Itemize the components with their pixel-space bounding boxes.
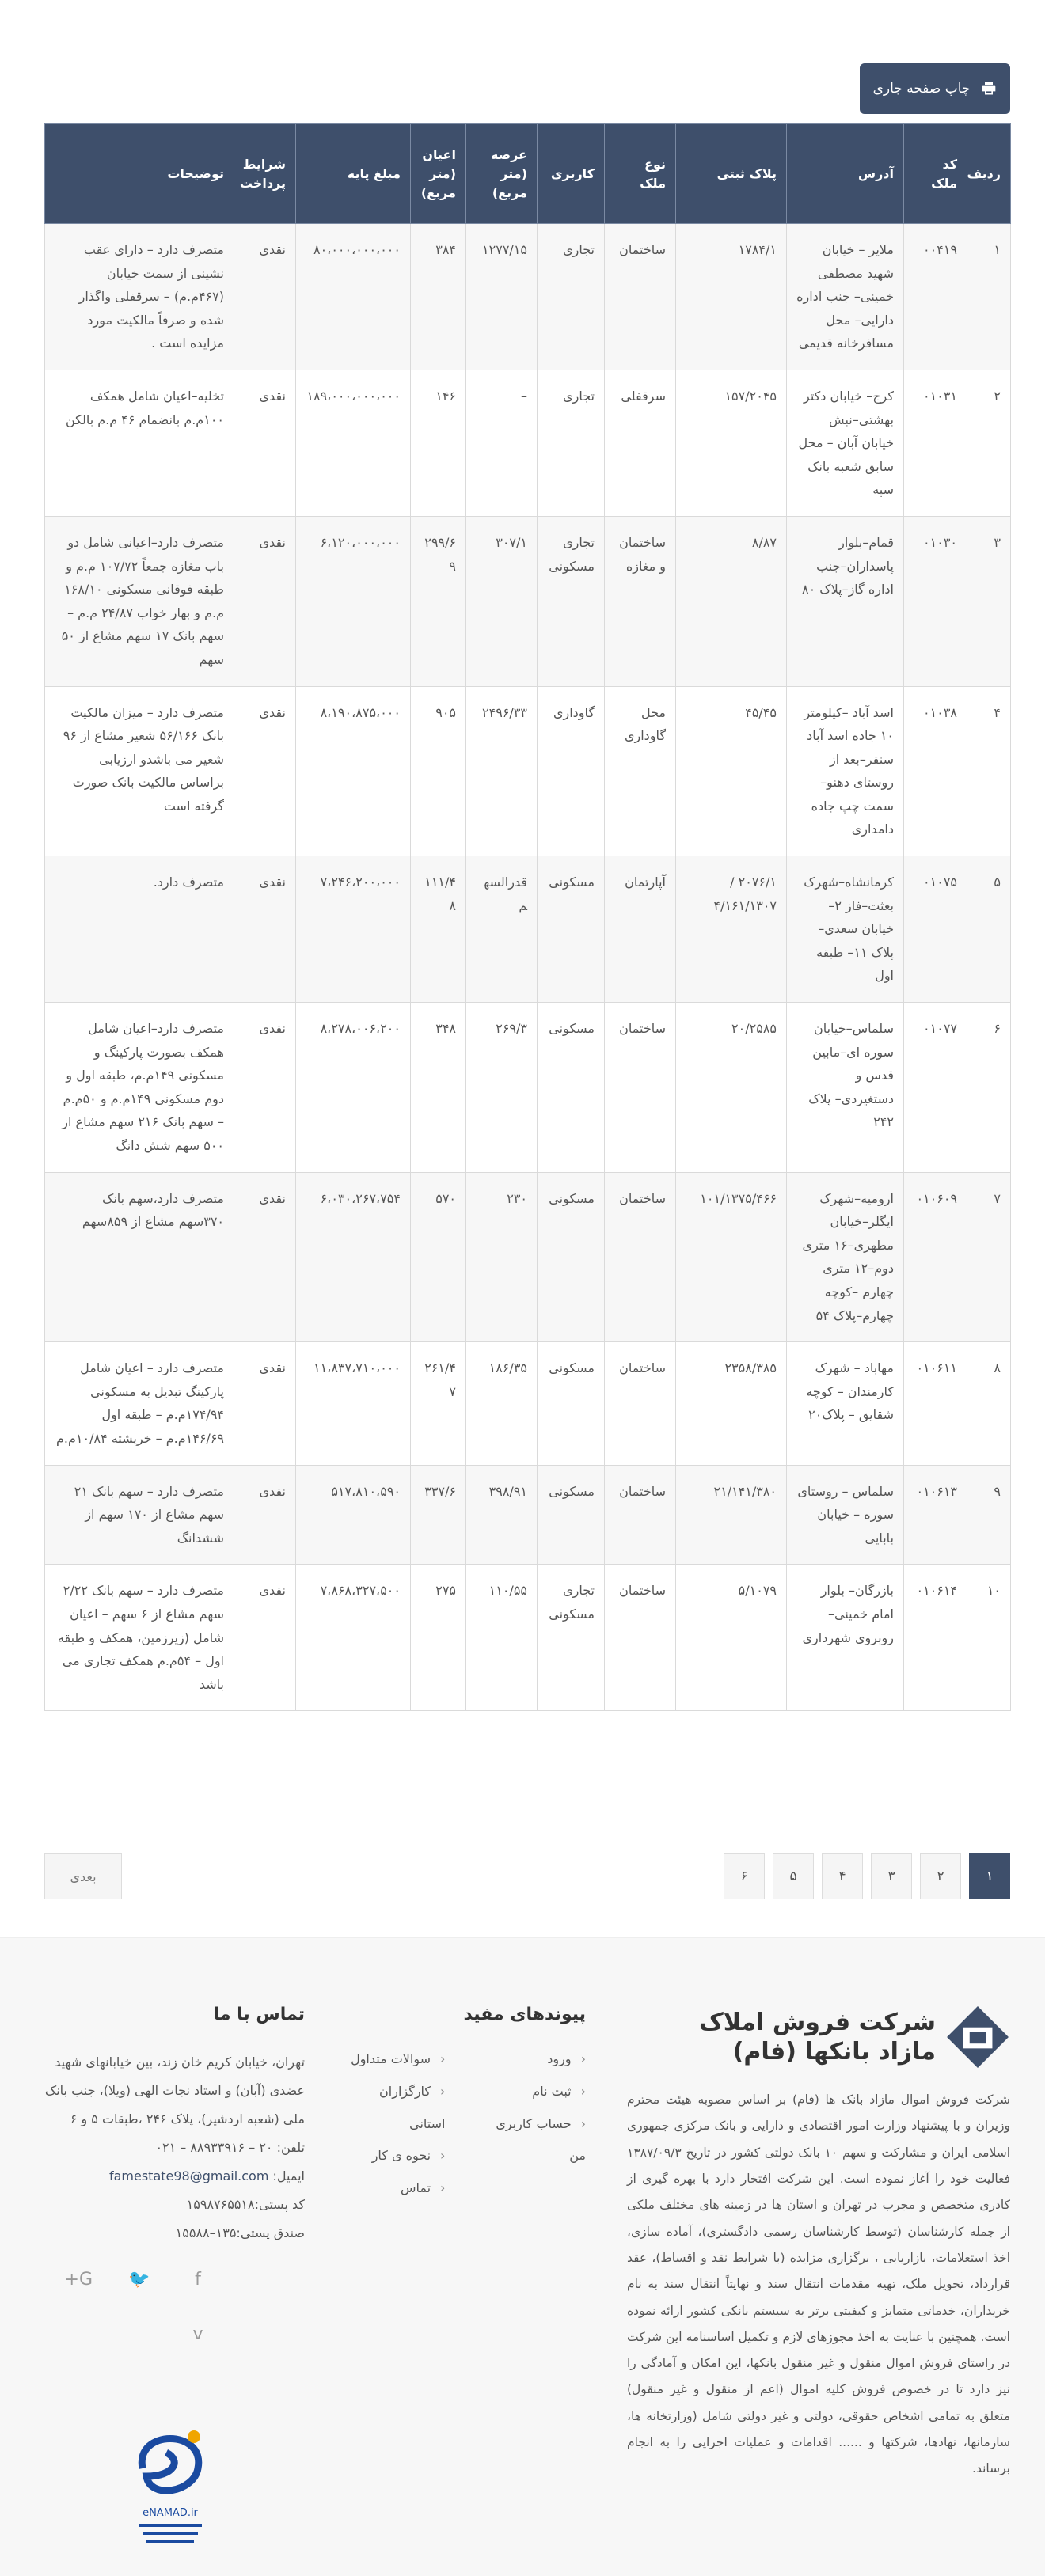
properties-table	[44, 123, 1011, 1711]
cell-desc: متصرف دارد – سهم بانک ۲۱ سهم مشاع از ۱۷۰ سهم از ششدانگ	[45, 1465, 234, 1565]
company-name-line2: مازاد بانکها (فام)	[732, 2038, 936, 2066]
col-code: کد ملک	[904, 124, 967, 224]
cell-desc: متصرف دارد،سهم بانک ۳۷۰سهم مشاع از ۸۵۹سهم	[45, 1172, 234, 1342]
cell-row: ۱	[967, 224, 1011, 370]
cell-plate: ۴۵/۴۵	[676, 686, 787, 856]
cell-land: ۳۹۸/۹۱	[466, 1465, 538, 1565]
cell-desc: متصرف دارد – دارای عقب نشینی از سمت خیابان (۴۶۷م.م) – سرقفلی واگذار شده و صرفاً مالکیت مورد مزایده است .	[45, 224, 234, 370]
cell-land: ۱۸۶/۳۵	[466, 1342, 538, 1465]
social-links	[64, 2270, 305, 2344]
toolbar	[44, 63, 1010, 114]
cell-price: ۶،۰۳۰،۲۶۷،۷۵۴	[296, 1172, 411, 1342]
cell-usage: مسکونی	[538, 1003, 605, 1173]
cell-price: ۸۰،۰۰۰،۰۰۰،۰۰۰	[296, 224, 411, 370]
link-my-account[interactable]: ‹ حساب کاربری من	[484, 2108, 586, 2173]
cell-building: ۲۹۹/۶۹	[411, 516, 466, 686]
table-row	[45, 516, 1011, 686]
footer	[0, 1937, 1045, 2576]
cell-payment: نقدی	[234, 686, 296, 856]
cell-plate: ۲۰/۲۵۸۵	[676, 1003, 787, 1173]
cell-address: اسد آباد –کیلومتر ۱۰ جاده اسد آباد سنقر–بعد از روستای دهنو– سمت چپ جاده دامداری	[787, 686, 904, 856]
contact-title: تماس با ما	[213, 2005, 305, 2024]
cell-price: ۶،۱۲۰،۰۰۰،۰۰۰	[296, 516, 411, 686]
cell-land: ۲۴۹۶/۳۳	[466, 686, 538, 856]
cell-desc: متصرف دارد–اعیان شامل همکف بصورت پارکینگ و مسکونی ۱۴۹م.م، طبقه اول و دوم مسکونی ۱۴۹م.م و ۵۰م.م – سهم بانک ۲۱۶ سهم مشاع از ۵۰۰ سهم شش دانگ	[45, 1003, 234, 1173]
footer-contact	[36, 2005, 305, 2344]
footer-links	[348, 2005, 586, 2205]
cell-address: سلماس – روستای سوره – خیابان بابایی	[787, 1465, 904, 1565]
cell-payment: نقدی	[234, 1342, 296, 1465]
cell-type: آپارتمان	[605, 856, 676, 1003]
enamad-badge[interactable]	[119, 2413, 222, 2551]
cell-building: ۱۴۶	[411, 370, 466, 516]
contact-email-label: ایمیل:	[272, 2168, 305, 2183]
cell-payment: نقدی	[234, 856, 296, 1003]
table-row	[45, 370, 1011, 516]
cell-type: ساختمان	[605, 1172, 676, 1342]
cell-row: ۳	[967, 516, 1011, 686]
cell-payment: نقدی	[234, 370, 296, 516]
cell-building: ۵۷۰	[411, 1172, 466, 1342]
cell-type: ساختمان و مغازه	[605, 516, 676, 686]
contact-phone: تلفن: ۲۰ – ۸۸۹۳۳۹۱۶ – ۰۲۱	[155, 2140, 305, 2155]
cell-address: کرج– خیابان دکتر بهشتی–نبش خیابان آبان – محل سابق شعبه بانک سپه	[787, 370, 904, 516]
cell-building: ۳۳۷/۶	[411, 1465, 466, 1565]
cell-usage: تجاری	[538, 224, 605, 370]
cell-type: ساختمان	[605, 1565, 676, 1711]
cell-address: ملایر – خیابان شهید مصطفی خمینی– جنب اداره دارایی– محل مسافرخانه قدیمی	[787, 224, 904, 370]
cell-payment: نقدی	[234, 1172, 296, 1342]
cell-row: ۱۰	[967, 1565, 1011, 1711]
cell-usage: تجاری مسکونی	[538, 516, 605, 686]
cell-code: ۰۱۰۶۱۴	[904, 1565, 967, 1711]
cell-building: ۲۷۵	[411, 1565, 466, 1711]
cell-row: ۸	[967, 1342, 1011, 1465]
contact-address: تهران، خیابان کریم خان زند، بین خیابانهای شهید عضدی (آبان) و استاد نجات الهی (ویلا)، جنب بانک ملی (شعبه اردشیر)، پلاک ۲۴۶ ،طبقات ۵ و ۶	[44, 2054, 305, 2126]
cell-usage: مسکونی	[538, 1342, 605, 1465]
cell-desc: متصرف دارد – سهم بانک ۲/۲۲ سهم مشاع از ۶ سهم – اعیان شامل (زیرزمین، همکف و طبقه اول – ۵۴م.م همکف تجاری می باشد	[45, 1565, 234, 1711]
page-6-button[interactable]: ۶	[724, 1853, 765, 1899]
cell-code: ۰۱۰۳۰	[904, 516, 967, 686]
cell-land: ۲۶۹/۳	[466, 1003, 538, 1173]
cell-row: ۲	[967, 370, 1011, 516]
cell-address: قمام–بلوار پاسداران–جنب اداره گاز–پلاک ۸۰	[787, 516, 904, 686]
cell-price: ۷،۸۶۸،۳۲۷،۵۰۰	[296, 1565, 411, 1711]
printer-icon	[981, 81, 997, 97]
link-how-it-works[interactable]: ‹ نحوه ی کار	[348, 2140, 445, 2172]
cell-type: محل گاوداری	[605, 686, 676, 856]
col-desc: توضیحات	[45, 124, 234, 224]
cell-address: ارومیه–شهرک ایگلر–خیابان مطهری–۱۶ متری دوم–۱۲ متری چهارم –کوچه چهارم–پلاک ۵۴	[787, 1172, 904, 1342]
cell-plate: ۱۵۷/۲۰۴۵	[676, 370, 787, 516]
cell-building: ۹۰۵	[411, 686, 466, 856]
cell-land: ۱۱۰/۵۵	[466, 1565, 538, 1711]
cell-row: ۷	[967, 1172, 1011, 1342]
cell-row: ۵	[967, 856, 1011, 1003]
contact-email-row	[36, 2162, 305, 2191]
cell-usage: مسکونی	[538, 856, 605, 1003]
table-row	[45, 1565, 1011, 1711]
cell-usage: تجاری	[538, 370, 605, 516]
table-header-row	[45, 124, 1011, 224]
cell-land: ۱۲۷۷/۱۵	[466, 224, 538, 370]
cell-plate: ۲۰۷۶/۱ /۴/۱۶۱/۱۳۰۷	[676, 856, 787, 1003]
cell-payment: نقدی	[234, 224, 296, 370]
table-row	[45, 856, 1011, 1003]
cell-land: ۲۳۰	[466, 1172, 538, 1342]
cell-land: قدرالسهم	[466, 856, 538, 1003]
about-text: شرکت فروش اموال مازاد بانک ها (فام) بر اساس مصوبه هیئت محترم وزیران و با پیشنهاد وزارت امور اقتصادی و دارایی و بانک مرکزی جمهوری اسلامی ایران و مشارکت و سهم ۱۰ بانک دولتی کشور در تاریخ ۱۳۸۷/۰۹/۳ فعالیت خود را آغاز نموده است. این شرکت افتخار دارد با بهره گیری از کادری متخصص و مجرب در تهران و استان ها در زمینه های مختلف ملکی از جمله کارشناسان (توسط کارشناسان رسمی دادگستری)، آماده سازی، اخذ استعلامات، بازاریابی ، برگزاری مزایده (با شرایط نقد و اقساط)، عقد قرارداد، تحویل ملک، تهیه مقدمات انتقال سند و نهایتاً انتقال سند به نام خریداران، خدماتی متمایز و کیفیتی برتر به سیستم بانکی کشور ارائه نموده است. همچنین با عنایت به اخذ مجوزهای لازم و تکمیل اساسنامه این شرکت در راستای فروش اموال منقول و غیر منقول بانکها، این امکان و آمادگی را نیز دارد تا در خصوص فروش کلیه اموال (اعم از منقول و غیر منقول) متعلق به تمامی اشخاص حقوقی، دولتی و غیر دولتی شامل (وزارتخانه ها، سازمانها، نهادها، شرکتها و ...... اقدامات و عملیات اجرایی را به انجام برساند.	[627, 2092, 1011, 2476]
print-page-label: چاپ صفحه جاری	[872, 81, 971, 97]
cell-code: ۰۱۰۷۵	[904, 856, 967, 1003]
cell-row: ۴	[967, 686, 1011, 856]
contact-postal: کد پستی:۱۵۹۸۷۶۵۵۱۸	[186, 2197, 305, 2212]
print-page-button[interactable]	[860, 63, 1010, 114]
cell-address: کرمانشاه–شهرک بعثت–فاز ۲–خیابان سعدی– پلاک ۱۱– طبقه اول	[787, 856, 904, 1003]
google-plus-icon[interactable]: G+	[64, 2270, 93, 2290]
cell-price: ۸،۲۷۸،۰۰۶،۲۰۰	[296, 1003, 411, 1173]
cell-type: ساختمان	[605, 224, 676, 370]
cell-price: ۱۱،۸۳۷،۷۱۰،۰۰۰	[296, 1342, 411, 1465]
enamad-label: eNAMAD.ir	[142, 2507, 198, 2519]
link-contact[interactable]: ‹ تماس	[348, 2172, 445, 2205]
page-3-button[interactable]: ۳	[871, 1853, 912, 1899]
cell-plate: ۱۷۸۴/۱	[676, 224, 787, 370]
cell-usage: مسکونی	[538, 1172, 605, 1342]
table-row	[45, 1003, 1011, 1173]
cell-building: ۱۱۱/۴۸	[411, 856, 466, 1003]
cell-building: ۳۸۴	[411, 224, 466, 370]
fam-logo-icon	[945, 2005, 1010, 2070]
cell-payment: نقدی	[234, 1565, 296, 1711]
facebook-icon[interactable]: f	[195, 2270, 201, 2290]
col-payment: شرایط پرداخت	[234, 124, 296, 224]
cell-plate: ۱۰۱/۱۳۷۵/۴۶۶	[676, 1172, 787, 1342]
table-row	[45, 1342, 1011, 1465]
twitter-icon[interactable]: 🐦	[128, 2270, 150, 2290]
cell-usage: مسکونی	[538, 1465, 605, 1565]
link-register[interactable]: ‹ ثبت نام	[484, 2076, 586, 2108]
col-building: اعیان (متر مربع)	[411, 124, 466, 224]
links-title: پیوندهای مفید	[463, 2005, 586, 2024]
cell-code: ۰۱۰۶۱۳	[904, 1465, 967, 1565]
cell-code: ۰۱۰۷۷	[904, 1003, 967, 1173]
cell-code: ۰۱۰۳۱	[904, 370, 967, 516]
page-4-button[interactable]: ۴	[822, 1853, 863, 1899]
cell-desc: متصرف دارد.	[45, 856, 234, 1003]
cell-usage: گاوداری	[538, 686, 605, 856]
pagination	[44, 1853, 1010, 1899]
page-2-button[interactable]: ۲	[920, 1853, 961, 1899]
table-row	[45, 1172, 1011, 1342]
table-row	[45, 686, 1011, 856]
company-logo	[627, 2005, 1010, 2070]
col-price: مبلغ پایه	[296, 124, 411, 224]
cell-desc: تخلیه–اعیان شامل همکف ۱۰۰م.م بانضمام ۴۶ م.م بالکن	[45, 370, 234, 516]
link-login[interactable]: ‹ ورود	[484, 2043, 586, 2076]
col-plate: پلاک ثبتی	[676, 124, 787, 224]
cell-address: سلماس–خیابان سوره ای–مابین قدس و دستغیردی– پلاک ۲۴۲	[787, 1003, 904, 1173]
contact-email[interactable]: famestate98@gmail.com	[108, 2168, 269, 2183]
cell-desc: متصرف دارد – میزان مالکیت بانک ۵۶/۱۶۶ شعیر مشاع از ۹۶ شعیر می باشدو ارزیابی براساس مالکیت بانک صورت گرفته است	[45, 686, 234, 856]
cell-plate: ۲۱/۱۴۱/۳۸۰	[676, 1465, 787, 1565]
table-row	[45, 224, 1011, 370]
cell-type: ساختمان	[605, 1465, 676, 1565]
footer-about	[627, 2005, 1010, 2483]
cell-usage: تجاری مسکونی	[538, 1565, 605, 1711]
cell-plate: ۵/۱۰۷۹	[676, 1565, 787, 1711]
cell-code: ۰۰۴۱۹	[904, 224, 967, 370]
cell-price: ۸،۱۹۰،۸۷۵،۰۰۰	[296, 686, 411, 856]
col-type: نوع ملک	[605, 124, 676, 224]
cell-type: ساختمان	[605, 1003, 676, 1173]
col-land: عرصه (متر مربع)	[466, 124, 538, 224]
cell-payment: نقدی	[234, 1465, 296, 1565]
link-agents[interactable]: ‹ کارگزاران استانی	[348, 2076, 445, 2141]
cell-plate: ۸/۸۷	[676, 516, 787, 686]
cell-land: –	[466, 370, 538, 516]
link-faq[interactable]: ‹ سوالات متداول	[348, 2043, 445, 2076]
cell-building: ۲۶۱/۴۷	[411, 1342, 466, 1465]
next-page-button[interactable]: بعدی	[44, 1853, 122, 1899]
cell-payment: نقدی	[234, 1003, 296, 1173]
contact-pobox: صندق پستی:۱۳۵–۱۵۵۸۸	[175, 2225, 305, 2240]
cell-price: ۵۱۷،۸۱۰،۵۹۰	[296, 1465, 411, 1565]
cell-type: سرقفلی	[605, 370, 676, 516]
cell-payment: نقدی	[234, 516, 296, 686]
cell-address: مهاباد – شهرک کارمندان – کوچه شقایق – پلاک۲۰	[787, 1342, 904, 1465]
page-1-button[interactable]: ۱	[969, 1853, 1010, 1899]
cell-code: ۰۱۰۶۱۱	[904, 1342, 967, 1465]
cell-code: ۰۱۰۶۰۹	[904, 1172, 967, 1342]
enamad-icon	[119, 2413, 222, 2551]
col-usage: کاربری	[538, 124, 605, 224]
cell-price: ۱۸۹،۰۰۰،۰۰۰،۰۰۰	[296, 370, 411, 516]
cell-code: ۰۱۰۳۸	[904, 686, 967, 856]
cell-type: ساختمان	[605, 1342, 676, 1465]
cell-building: ۳۴۸	[411, 1003, 466, 1173]
company-name-line1: شرکت فروش املاک	[699, 2008, 936, 2036]
cell-land: ۳۰۷/۱	[466, 516, 538, 686]
cell-row: ۹	[967, 1465, 1011, 1565]
page-5-button[interactable]: ۵	[773, 1853, 814, 1899]
cell-desc: متصرف دارد–اعیانی شامل دو باب مغازه جمعاً ۱۰۷/۷۲ م.م و طبقه فوقانی مسکونی ۱۶۸/۱۰ م.م و بهار خواب ۲۴/۸۷ م.م – سهم بانک ۱۷ سهم مشاع از ۵۰ سهم	[45, 516, 234, 686]
cell-plate: ۲۳۵۸/۳۸۵	[676, 1342, 787, 1465]
col-address: آدرس	[787, 124, 904, 224]
cell-desc: متصرف دارد – اعیان شامل پارکینگ تبدیل به مسکونی ۱۷۴/۹۴م.م – طبقه اول ۱۴۶/۶۹م.م – خرپشته ۱۰/۸۴م.م	[45, 1342, 234, 1465]
vimeo-icon[interactable]: v	[192, 2324, 203, 2344]
col-row: ردیف	[967, 124, 1011, 224]
table-row	[45, 1465, 1011, 1565]
cell-address: بازرگان– بلوار امام خمینی– روبروی شهرداری	[787, 1565, 904, 1711]
cell-row: ۶	[967, 1003, 1011, 1173]
cell-price: ۷،۲۴۶،۲۰۰،۰۰۰	[296, 856, 411, 1003]
